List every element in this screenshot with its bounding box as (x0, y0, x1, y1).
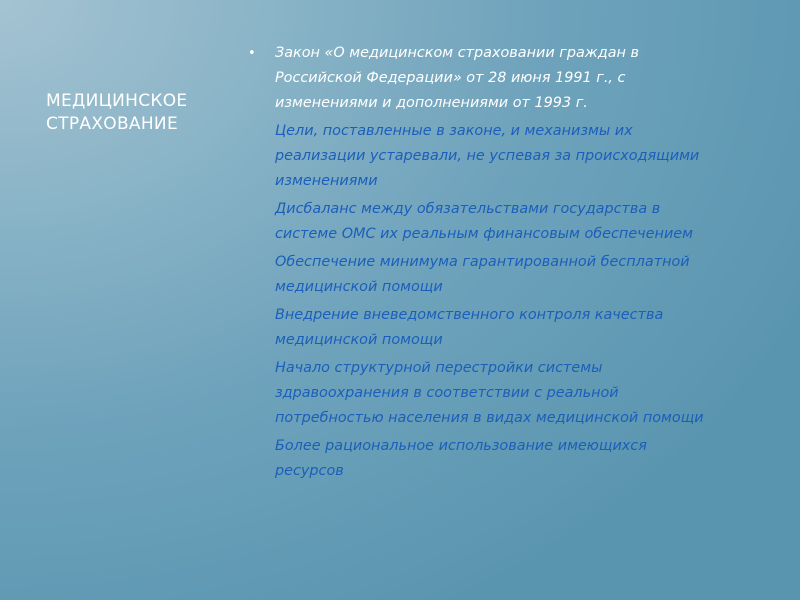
bullet-dot-icon: • (248, 46, 256, 61)
list-item (248, 119, 718, 194)
list-item-text: Цели, поставленные в законе, и механизмы их реализации устаревали, не успевая за происходящими изменениями (275, 123, 700, 189)
list-item-text: Внедрение вневедомственного контроля качества медицинской помощи (275, 307, 664, 348)
list-item (248, 303, 718, 353)
list-item-text: Более рациональное использование имеющихся ресурсов (275, 438, 647, 479)
list-item (248, 41, 718, 116)
list-item-text: Обеспечение минимума гарантированной бесплатной медицинской помощи (275, 254, 690, 295)
list-item (248, 434, 718, 484)
list-item-text: Дисбаланс между обязательствами государства в системе ОМС их реальным финансовым обеспечением (275, 201, 694, 242)
list-item (248, 250, 718, 300)
list-item (248, 197, 718, 247)
slide-title: МЕДИЦИНСКОЕ СТРАХОВАНИЕ (46, 91, 188, 134)
list-item-text: Закон «О медицинском страховании граждан в Российской Федерации» от 28 июня 1991 г., с изменениями и дополнениями от 1993 г. (275, 45, 639, 111)
list-item (248, 356, 718, 431)
bullet-list (248, 41, 718, 487)
list-item-text: Начало структурной перестройки системы здравоохранения в соответствии с реальной потребностью населения в видах медицинской помощи (275, 360, 704, 426)
